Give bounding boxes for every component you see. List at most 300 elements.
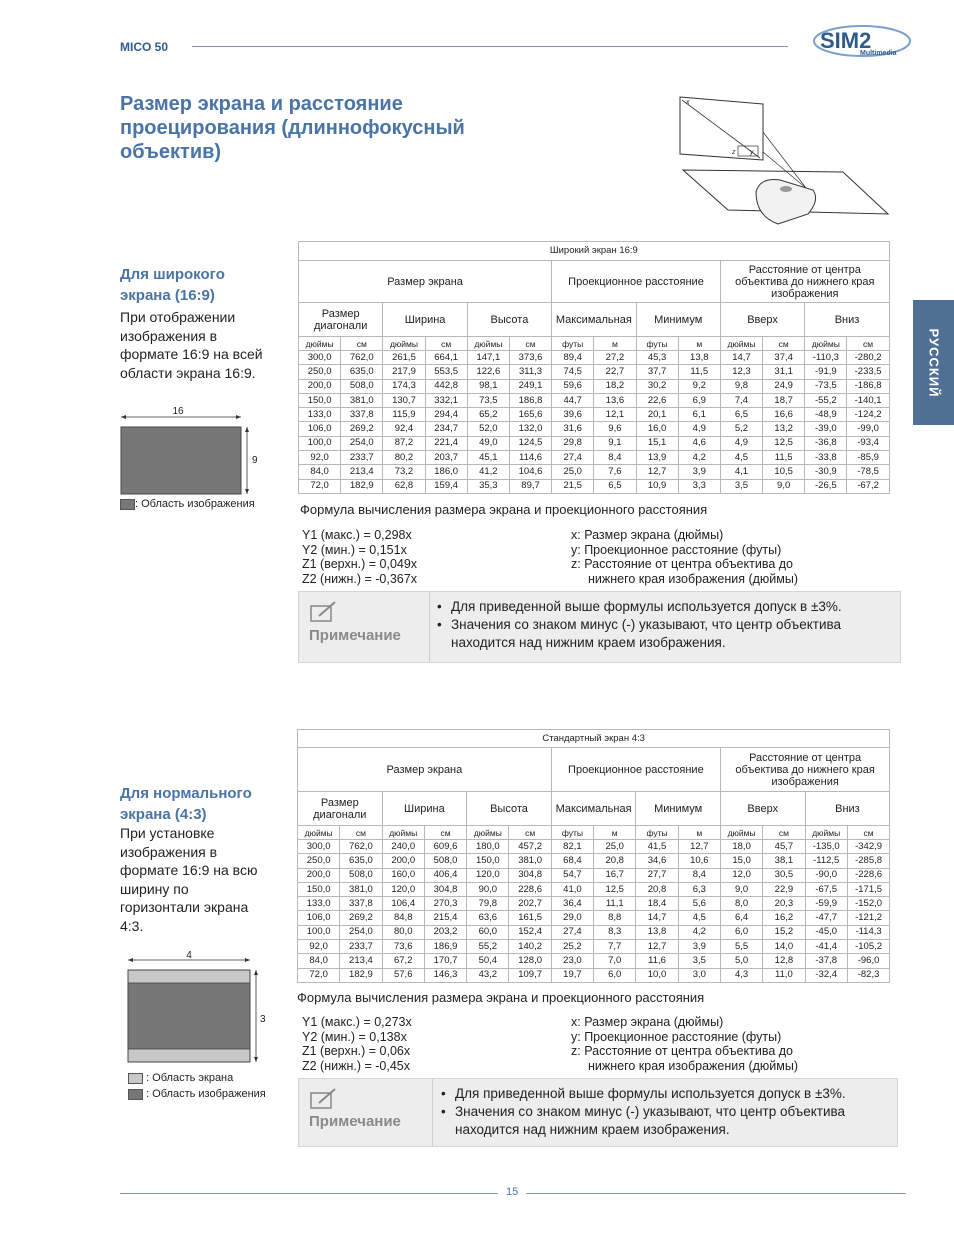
table-cell: 21,5 [552,479,594,493]
note-item: • Для приведенной выше формулы используется допуск в ±3%. [441,1085,891,1103]
table-cell: 11,6 [636,954,678,968]
table-cell: 7,4 [720,393,762,407]
label-y: y [750,149,754,156]
table-cell: 9,1 [594,436,636,450]
table-cell: 16,6 [763,408,805,422]
table-cell: 30,2 [636,379,678,393]
table-cell: 9,6 [594,422,636,436]
table-cell: -41,4 [805,940,847,954]
table-cell: 170,7 [424,954,466,968]
table-cell: 217,9 [383,365,425,379]
table-cell: 87,2 [383,436,425,450]
pencil-note-icon [309,1087,339,1111]
table-cell: 5,5 [720,940,762,954]
note-item: • Значения со знаком минус (-) указывают, что центр объектива находится над нижним краем изображения. [437,616,894,652]
table-cell: -47,7 [805,911,847,925]
table-cell: -37,8 [805,954,847,968]
table-cell: 79,8 [467,897,509,911]
table-cell: -280,2 [847,351,889,365]
table-cell: 12,8 [763,954,805,968]
table-cell: 147,1 [467,351,509,365]
table-cell: -67,2 [847,479,889,493]
table-cell: 6,5 [720,408,762,422]
table-cell: 150,0 [298,882,340,896]
table-cell: 98,1 [467,379,509,393]
table-cell: 73,2 [383,465,425,479]
table-cell: -285,8 [847,854,889,868]
table-row [298,911,890,925]
table-cell: 132,0 [509,422,551,436]
table-caption: Стандартный экран 4:3 [298,730,890,748]
table-cell: 20,3 [763,897,805,911]
table-cell: 10,5 [763,465,805,479]
table-cell: 553,5 [425,365,467,379]
table-cell: 25,0 [594,840,636,854]
table-cell: 381,0 [341,393,383,407]
table-row [299,436,890,450]
table-cell: -121,2 [847,911,889,925]
dim-width-16: 16 [172,406,184,417]
table-cell: -67,5 [805,882,847,896]
standard-screen-table: Стандартный экран 4:3 Размер экрана Проекционное расстояние Расстояние от центра объектива до нижнего края изображения Размер диагонали Ширина Высота Максимальная Минимум Вверх Вниз дюймы см дюймы см дюймы см футы м футы м дюймы см дюймы см 300,0 762,0 240,0 609,6 180,0 457,2 82,1 25,0 41,5 12,7 18,0 45,7 -135,0 -342,9 250,0 635,0 200,0 508,0 150,0 381,0 68,4 20,8 34,6 10,6 15,0 38,1 -112,5 -285,8 200,0 508,0 160,0 406,4 120,0 304,8 54,7 16,7 27,7 8,4 12,0 30,5 -90,0 -228,6 150,0 381,0 120,0 304,8 90,0 228,6 41,0 12,5 20,8 6,3 9,0 22,9 -67,5 -171,5 133,0 337,8 106,4 270,3 79,8 202,7 36,4 11,1 18,4 5,6 8,0 20,3 -59,9 -152,0 106,0 269,2 84,8 215,4 63,6 161,5 29,0 8,8 14,7 4,5 6,4 16,2 -47,7 -121,2 100,0 254,0 80,0 203,2 60,0 152,4 27,4 8,3 13,8 4,2 6,0 15,2 -45,0 -114,3 92,0 233,7 73,6 186,9 55,2 140,2 25,2 7,7 12,7 3,9 5,5 14,0 -41,4 -105,2 84,0 213,4 67,2 170,7 50,4 128,0 23,0 7,0 11,6 3,5 5,0 12,8 -37,8 -96,0 72,0 182,9 57,6 146,3 43,2 109,7 19,7 6,0 10,0 3,0 4,3 11,0 -32,4 -82,3 [297,729,890,983]
table-cell: 6,0 [594,968,636,982]
table-cell: 160,0 [382,868,424,882]
table-cell: 233,7 [341,451,383,465]
table-cell: 89,4 [552,351,594,365]
table-cell: 41,5 [636,840,678,854]
pencil-note-icon [309,600,339,624]
table-cell: 68,4 [551,854,593,868]
table-cell: 5,6 [678,897,720,911]
table-row [299,379,890,393]
table-cell: 508,0 [340,868,382,882]
section-wide-title: Для широкого экрана (16:9) [120,266,225,304]
language-tab [913,300,954,425]
table-cell: 4,3 [720,968,762,982]
table-cell: 45,7 [763,840,805,854]
model-name: MICO 50 [120,40,169,54]
table-cell: 228,6 [509,882,551,896]
table-row [298,940,890,954]
note-item: • Значения со знаком минус (-) указывают, что центр объектива находится над нижним краем изображения. [441,1103,891,1139]
table-cell: 161,5 [509,911,551,925]
table-cell: 213,4 [340,954,382,968]
table-cell: 45,3 [636,351,678,365]
table-cell: 22,9 [763,882,805,896]
table-cell: 13,2 [763,422,805,436]
table-cell: 150,0 [299,393,341,407]
table-cell: 14,0 [763,940,805,954]
table-cell: 609,6 [424,840,466,854]
table-cell: 59,6 [552,379,594,393]
table-cell: 45,1 [467,451,509,465]
table-cell: 80,2 [383,451,425,465]
table-cell: -110,3 [805,351,847,365]
header-rule [192,46,788,47]
table-cell: 92,0 [299,451,341,465]
table-cell: 23,0 [551,954,593,968]
note-item: • Для приведенной выше формулы используется допуск в ±3%. [437,598,894,616]
section-wide-text: При отображении изображения в формате 16:9 на всей области экрана 16:9. [120,309,263,381]
table-cell: 18,7 [763,393,805,407]
table-cell: 3,9 [678,465,720,479]
table-cell: 104,6 [509,465,551,479]
table-cell: 12,7 [636,465,678,479]
table-cell: 14,7 [636,911,678,925]
table-cell: 215,4 [424,911,466,925]
formula-title: Формула вычисления размера экрана и проекционного расстояния [300,502,708,517]
table-cell: 13,8 [678,351,720,365]
table-cell: 49,0 [467,436,509,450]
table-cell: 92,4 [383,422,425,436]
table-cell: 20,8 [636,882,678,896]
table-cell: 254,0 [341,436,383,450]
table-cell: 22,7 [594,365,636,379]
table-cell: -135,0 [805,840,847,854]
table-cell: 12,5 [763,436,805,450]
table-cell: 300,0 [298,840,340,854]
section-normal-text: При установке изображения в формате 16:9 на всю ширину по горизонтали экрана 4:3. [120,825,258,934]
table-cell: 27,4 [551,925,593,939]
table-cell: 200,0 [382,854,424,868]
table-row [299,422,890,436]
note-list [437,598,894,652]
table-cell: -96,0 [847,954,889,968]
table-cell: 254,0 [340,925,382,939]
table-cell: -48,9 [805,408,847,422]
table-cell: -140,1 [847,393,889,407]
table-cell: -93,4 [847,436,889,450]
table-cell: 3,5 [720,479,762,493]
table-cell: 12,7 [678,840,720,854]
table-cell: 186,8 [509,393,551,407]
table-cell: 34,6 [636,854,678,868]
table-row [298,954,890,968]
table-cell: 337,8 [340,897,382,911]
table-cell: 50,4 [467,954,509,968]
table-cell: 150,0 [467,854,509,868]
table-cell: 16,2 [763,911,805,925]
note-label: Примечание [309,627,401,644]
table-cell: 92,0 [298,940,340,954]
dim-width-4: 4 [186,950,192,961]
legend-screen-area: : Область экрана [128,1072,268,1084]
table-cell: 3,3 [678,479,720,493]
table-cell: 4,6 [678,436,720,450]
table-cell: 294,4 [425,408,467,422]
table-cell: 233,7 [340,940,382,954]
table-cell: 82,1 [551,840,593,854]
table-cell: 20,8 [594,854,636,868]
table-cell: 457,2 [509,840,551,854]
dim-height-3: 3 [260,1014,266,1025]
table-cell: -186,8 [847,379,889,393]
table-cell: -33,8 [805,451,847,465]
table-cell: 234,7 [425,422,467,436]
table-cell: 18,0 [720,840,762,854]
table-cell: 80,0 [382,925,424,939]
table-cell: 35,3 [467,479,509,493]
table-cell: 270,3 [424,897,466,911]
formula-title: Формула вычисления размера экрана и проекционного расстояния [297,990,705,1005]
table-cell: 203,7 [425,451,467,465]
table-cell: 84,8 [382,911,424,925]
note-list [441,1085,891,1139]
table-row [298,882,890,896]
table-cell: 4,5 [678,911,720,925]
table-cell: 664,1 [425,351,467,365]
table-cell: 11,5 [763,451,805,465]
table-cell: -233,5 [847,365,889,379]
table-cell: 8,0 [720,897,762,911]
table-cell: 5,2 [720,422,762,436]
table-cell: 20,1 [636,408,678,422]
table-cell: 27,2 [594,351,636,365]
logo-text: SIM2 [820,28,872,53]
table-row [299,451,890,465]
table-cell: 9,0 [763,479,805,493]
table-cell: 508,0 [341,379,383,393]
table-cell: 13,6 [594,393,636,407]
table-cell: 27,7 [636,868,678,882]
table-cell: 4,2 [678,451,720,465]
table-row [299,408,890,422]
wide-screen-table: Широкий экран 16:9 Размер экрана Проекционное расстояние Расстояние от центра объектива до нижнего края изображения Размер диагонали Ширина Высота Максимальная Минимум Вверх Вниз дюймы см дюймы см дюймы см футы м футы м дюймы см дюймы см 300,0 762,0 261,5 664,1 147,1 373,6 89,4 27,2 45,3 13,8 14,7 37,4 -110,3 -280,2 250,0 635,0 217,9 553,5 122,6 311,3 74,5 22,7 37,7 11,5 12,3 31,1 -91,9 -233,5 200,0 508,0 174,3 442,8 98,1 249,1 59,6 18,2 30,2 9,2 9,8 24,9 -73,5 -186,8 150,0 381,0 130,7 332,1 73,5 186,8 44,7 13,6 22,6 6,9 7,4 18,7 -55,2 -140,1 133,0 337,8 115,9 294,4 65,2 165,6 39,6 12,1 20,1 6,1 6,5 16,6 -48,9 -124,2 106,0 269,2 92,4 234,7 52,0 132,0 31,6 9,6 16,0 4,9 5,2 13,2 -39,0 -99,0 100,0 254,0 87,2 221,4 49,0 124,5 29,8 9,1 15,1 4,6 4,9 12,5 -36,8 -93,4 92,0 233,7 80,2 203,7 45,1 114,6 27,4 8,4 13,9 4,2 4,5 11,5 -33,8 -85,9 84,0 213,4 73,2 186,0 41,2 104,6 25,0 7,6 12,7 3,9 4,1 10,5 -30,9 -78,5 72,0 182,9 62,8 159,4 35,3 89,7 21,5 6,5 10,9 3,3 3,5 9,0 -26,5 -67,2 [298,241,890,494]
table-row [299,465,890,479]
table-cell: 182,9 [341,479,383,493]
table-cell: 18,4 [636,897,678,911]
table-cell: 6,5 [594,479,636,493]
table-cell: 106,4 [382,897,424,911]
table-cell: -124,2 [847,408,889,422]
table-cell: 165,6 [509,408,551,422]
table-cell: -85,9 [847,451,889,465]
table-cell: 186,9 [424,940,466,954]
table-cell: 221,4 [425,436,467,450]
table-cell: 8,8 [594,911,636,925]
table-cell: 52,0 [467,422,509,436]
table-cell: 508,0 [424,854,466,868]
table-cell: 6,1 [678,408,720,422]
table-cell: 90,0 [467,882,509,896]
table-cell: 332,1 [425,393,467,407]
table-cell: 8,3 [594,925,636,939]
table-cell: 14,7 [720,351,762,365]
table-cell: 261,5 [383,351,425,365]
table-cell: 269,2 [341,422,383,436]
table-cell: 19,7 [551,968,593,982]
legend-image-area: : Область изображения [120,498,260,510]
table-cell: 22,6 [636,393,678,407]
table-cell: 442,8 [425,379,467,393]
table-cell: 84,0 [298,954,340,968]
table-cell: 124,5 [509,436,551,450]
table-row [299,365,890,379]
table-cell: 4,2 [678,925,720,939]
table-cell: 6,9 [678,393,720,407]
table-cell: 37,7 [636,365,678,379]
table-cell: 25,0 [552,465,594,479]
table-cell: 8,4 [678,868,720,882]
table-cell: 130,7 [383,393,425,407]
table-cell: 63,6 [467,911,509,925]
note-label: Примечание [309,1113,401,1130]
table-cell: 202,7 [509,897,551,911]
table-cell: 13,9 [636,451,678,465]
table-cell: 200,0 [298,868,340,882]
table-cell: 4,9 [678,422,720,436]
table-cell: -55,2 [805,393,847,407]
label-x: x [686,99,690,106]
table-row [299,351,890,365]
table-cell: 11,5 [678,365,720,379]
table-cell: -228,6 [847,868,889,882]
table-cell: 5,0 [720,954,762,968]
table-cell: 146,3 [424,968,466,982]
footer-rule-right [526,1193,906,1194]
table-caption: Широкий экран 16:9 [299,242,890,261]
table-cell: 635,0 [341,365,383,379]
table-cell: -112,5 [805,854,847,868]
table-cell: 13,8 [636,925,678,939]
table-cell: 762,0 [341,351,383,365]
formula-left: Y1 (макс.) = 0,273x Y2 (мин.) = 0,138x Z1 (верхн.) = 0,06x Z2 (нижн.) = -0,45x [302,1015,412,1073]
table-cell: 12,7 [636,940,678,954]
table-row [298,968,890,982]
table-cell: 10,6 [678,854,720,868]
language-tab-label: РУССКИЙ [926,328,941,397]
table-cell: 55,2 [467,940,509,954]
legend-image-area: : Область изображения [128,1088,268,1100]
table-cell: 10,9 [636,479,678,493]
table-cell: 304,8 [509,868,551,882]
table-cell: 30,5 [763,868,805,882]
table-cell: 300,0 [299,351,341,365]
table-cell: 24,9 [763,379,805,393]
table-cell: 182,9 [340,968,382,982]
table-cell: -32,4 [805,968,847,982]
table-cell: 269,2 [340,911,382,925]
table-cell: 3,5 [678,954,720,968]
table-cell: 18,2 [594,379,636,393]
table-cell: 381,0 [340,882,382,896]
normal-aspect-figure [122,948,272,1070]
dim-height-9: 9 [252,455,258,466]
table-cell: 12,0 [720,868,762,882]
table-cell: 10,0 [636,968,678,982]
table-cell: -30,9 [805,465,847,479]
table-cell: 9,8 [720,379,762,393]
table-row [298,868,890,882]
table-cell: 16,0 [636,422,678,436]
table-cell: 37,4 [763,351,805,365]
table-cell: -26,5 [805,479,847,493]
table-row [298,925,890,939]
table-cell: 11,1 [594,897,636,911]
table-cell: 249,1 [509,379,551,393]
table-cell: 25,2 [551,940,593,954]
table-cell: 203,2 [424,925,466,939]
table-cell: 152,4 [509,925,551,939]
table-row [298,854,890,868]
table-cell: 106,0 [299,422,341,436]
table-cell: -82,3 [847,968,889,982]
table-cell: 67,2 [382,954,424,968]
table-cell: 73,5 [467,393,509,407]
table-cell: 9,2 [678,379,720,393]
table-cell: 762,0 [340,840,382,854]
table-cell: 115,9 [383,408,425,422]
table-cell: 4,1 [720,465,762,479]
table-cell: 6,3 [678,882,720,896]
table-cell: 200,0 [299,379,341,393]
table-cell: 29,8 [552,436,594,450]
table-row [298,840,890,854]
table-cell: 140,2 [509,940,551,954]
table-cell: 120,0 [467,868,509,882]
table-cell: 29,0 [551,911,593,925]
table-cell: -39,0 [805,422,847,436]
table-row [298,897,890,911]
table-cell: 337,8 [341,408,383,422]
table-cell: 31,1 [763,365,805,379]
page-title: Размер экрана и расстояние проецирования (длиннофокусный объектив) [120,93,465,163]
table-cell: 4,5 [720,451,762,465]
footer-rule-left [120,1193,498,1194]
table-cell: 406,4 [424,868,466,882]
table-cell: 60,0 [467,925,509,939]
section-normal-title: Для нормального экрана (4:3) [120,785,252,823]
table-cell: 186,0 [425,465,467,479]
table-cell: 128,0 [509,954,551,968]
table-cell: 41,2 [467,465,509,479]
table-cell: 84,0 [299,465,341,479]
table-cell: 6,0 [720,925,762,939]
table-cell: -152,0 [847,897,889,911]
wide-aspect-figure [116,405,266,500]
table-cell: -342,9 [847,840,889,854]
note-box [298,1078,898,1147]
table-cell: 89,7 [509,479,551,493]
table-cell: 7,6 [594,465,636,479]
table-cell: -114,3 [847,925,889,939]
table-row [299,479,890,493]
table-cell: 122,6 [467,365,509,379]
table-cell: 4,9 [720,436,762,450]
table-cell: 3,9 [678,940,720,954]
table-cell: 72,0 [298,968,340,982]
table-cell: 54,7 [551,868,593,882]
table-cell: 39,6 [552,408,594,422]
formula-legend: x: Размер экрана (дюймы) y: Проекционное расстояние (футы) z: Расстояние от центра объектива до нижнего края изображения (дюймы) [571,528,799,586]
table-cell: 15,1 [636,436,678,450]
table-cell: 6,4 [720,911,762,925]
table-cell: 16,7 [594,868,636,882]
table-cell: 12,1 [594,408,636,422]
logo-sub: Multimedia [860,50,897,57]
table-cell: 72,0 [299,479,341,493]
table-cell: 304,8 [424,882,466,896]
table-cell: 213,4 [341,465,383,479]
table-cell: 250,0 [299,365,341,379]
table-cell: -171,5 [847,882,889,896]
table-cell: 7,7 [594,940,636,954]
table-cell: 15,2 [763,925,805,939]
note-box [298,591,901,663]
table-cell: 133,0 [298,897,340,911]
table-cell: 114,6 [509,451,551,465]
table-cell: 120,0 [382,882,424,896]
